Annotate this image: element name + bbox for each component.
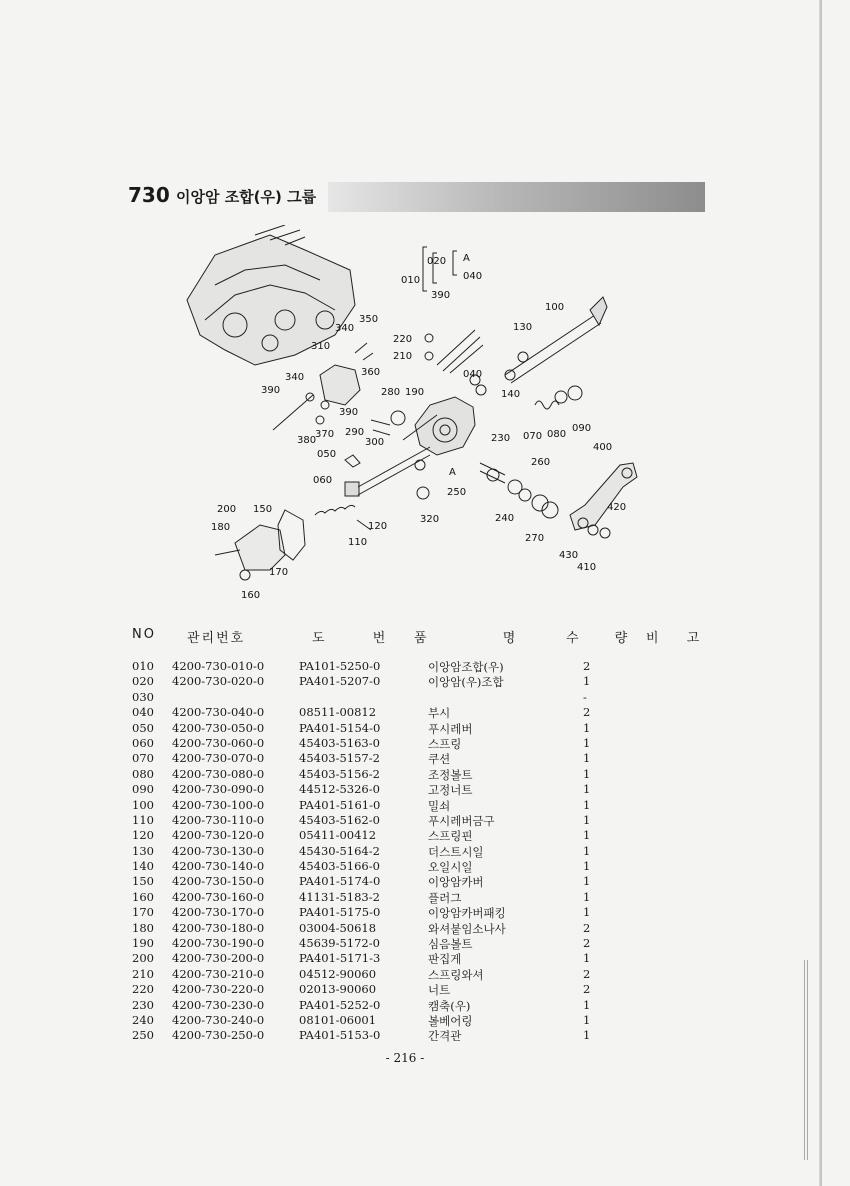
mgmt-number-cell: 4200-730-230-0 [172,997,265,1012]
label-370: 370 [315,429,335,440]
part-no-cell: 030 [132,689,154,704]
table-row [132,998,692,1013]
part-no-cell: 070 [132,751,154,766]
label-230: 230 [491,433,511,444]
label-190: 190 [405,387,425,398]
drawing-number-cell: 45403-5162-0 [299,812,380,827]
label-350: 350 [359,314,379,325]
part-no-cell: 240 [132,1012,154,1027]
col-header-mgmt: 관리번호 [187,631,246,646]
part-no-cell: 190 [132,936,154,951]
table-row [132,859,692,874]
mgmt-number-cell: 4200-730-140-0 [172,859,265,874]
table-row [132,798,692,813]
label-200: 200 [217,504,237,515]
part-no-cell: 040 [132,705,154,720]
label-060: 060 [313,475,333,486]
part-no-cell: 110 [132,812,154,827]
drawing-number-cell: 45430-5164-2 [299,843,380,858]
label-340b: 340 [285,372,305,383]
label-320: 320 [420,514,440,525]
quantity-cell: 2 [583,982,591,997]
quantity-cell: 1 [583,1012,591,1027]
label-040b: 040 [463,369,483,380]
quantity-cell: 1 [583,828,591,843]
drawing-number-cell: 45403-5166-0 [299,859,380,874]
part-no-cell: 010 [132,659,154,673]
part-name-cell: 플러그 [428,890,462,905]
label-210: 210 [393,351,413,362]
drawing-number-cell: 08511-00812 [299,705,377,720]
label-220: 220 [393,334,413,345]
label-430: 430 [559,550,579,561]
quantity-cell: 1 [583,1028,591,1043]
table-row [132,874,692,889]
part-name-cell: 이앙암카버패킹 [428,906,506,921]
quantity-cell: 2 [583,659,591,673]
quantity-cell: 2 [583,966,591,981]
part-name-cell: 쿠션 [428,752,451,767]
label-390c: 390 [339,407,359,418]
part-name-cell: 더스트시일 [428,844,484,859]
col-header-note: 비 고 [646,631,712,646]
label-150: 150 [253,504,273,515]
label-290: 290 [345,427,365,438]
part-name-cell: 고정너트 [428,783,473,798]
table-row [132,828,692,843]
part-no-cell: 130 [132,843,154,858]
part-no-cell: 050 [132,720,154,735]
part-name-cell: 심음볼트 [428,937,473,952]
table-row [132,921,692,936]
table-row [132,982,692,997]
col-header-name: 품 명 [414,631,552,646]
table-row [132,659,692,674]
quantity-cell: 2 [583,920,591,935]
mgmt-number-cell: 4200-730-070-0 [172,751,265,766]
part-name-cell: 부시 [428,706,451,721]
mgmt-number-cell: 4200-730-050-0 [172,720,265,735]
table-row [132,767,692,782]
table-row [132,936,692,951]
mgmt-number-cell: 4200-730-210-0 [172,966,265,981]
label-260: 260 [531,457,551,468]
part-name-cell: 조정볼트 [428,767,473,782]
label-A: A [463,253,470,264]
table-row [132,905,692,920]
mgmt-number-cell: 4200-730-110-0 [172,812,265,827]
label-390b: 390 [261,385,281,396]
mgmt-number-cell: 4200-730-180-0 [172,920,265,935]
part-name-cell: 너트 [428,983,451,998]
table-row [132,705,692,720]
quantity-cell: 1 [583,782,591,797]
table-row [132,844,692,859]
label-140: 140 [501,389,521,400]
label-100: 100 [545,302,565,313]
mgmt-number-cell: 4200-730-060-0 [172,735,265,750]
part-no-cell: 090 [132,782,154,797]
drawing-number-cell: PA401-5175-0 [299,905,381,920]
part-no-cell: 120 [132,828,154,843]
drawing-number-cell: 04512-90060 [299,966,377,981]
quantity-cell: 1 [583,997,591,1012]
drawing-number-cell: PA101-5250-0 [299,659,381,673]
part-no-cell: 200 [132,951,154,966]
mgmt-number-cell: 4200-730-250-0 [172,1028,265,1043]
mgmt-number-cell: 4200-730-190-0 [172,936,265,951]
part-name-cell: 판집게 [428,952,462,967]
quantity-cell: 1 [583,859,591,874]
drawing-number-cell: 08101-06001 [299,1012,377,1027]
label-420: 420 [607,502,627,513]
part-no-cell: 220 [132,982,154,997]
label-090: 090 [572,423,592,434]
label-050: 050 [317,449,337,460]
label-010: 010 [401,275,421,286]
drawing-number-cell: PA401-5154-0 [299,720,381,735]
part-name-cell: 간격관 [428,1029,462,1044]
part-name-cell: 푸시레버 [428,721,473,736]
mgmt-number-cell: 4200-730-020-0 [172,674,265,689]
section-header [128,180,705,212]
section-title: 이앙암 조합(우) 그룹 [176,188,317,206]
label-170: 170 [269,567,289,578]
section-number: 730 [128,183,170,207]
part-name-cell: 볼베어링 [428,1013,473,1028]
part-name-cell: 스프링핀 [428,829,473,844]
drawing-number-cell: PA401-5161-0 [299,797,381,812]
table-row [132,751,692,766]
mgmt-number-cell: 4200-730-090-0 [172,782,265,797]
quantity-cell: 1 [583,735,591,750]
label-A2: A [449,467,456,478]
part-name-cell: 오일시일 [428,860,473,875]
quantity-cell: 1 [583,874,591,889]
table-row [132,736,692,751]
quantity-cell: 1 [583,720,591,735]
drawing-number-cell: PA401-5252-0 [299,997,381,1012]
drawing-number-cell: 45639-5172-0 [299,936,380,951]
col-header-qty: 수 량 [566,631,644,646]
parts-table [132,627,712,1044]
table-row [132,890,692,905]
mgmt-number-cell: 4200-730-240-0 [172,1012,265,1027]
part-no-cell: 080 [132,766,154,781]
label-270: 270 [525,533,545,544]
drawing-number-cell: PA401-5153-0 [299,1028,381,1043]
mgmt-number-cell: 4200-730-170-0 [172,905,265,920]
mgmt-number-cell: 4200-730-200-0 [172,951,265,966]
label-410: 410 [577,562,597,573]
table-row [132,967,692,982]
mgmt-number-cell: 4200-730-080-0 [172,766,265,781]
drawing-number-cell: 45403-5156-2 [299,766,380,781]
label-380: 380 [297,435,317,446]
label-070: 070 [523,431,543,442]
quantity-cell: 1 [583,766,591,781]
label-080: 080 [547,429,567,440]
mgmt-number-cell: 4200-730-100-0 [172,797,265,812]
label-130: 130 [513,322,533,333]
label-020: 020 [427,256,447,267]
page-number: - 216 - [385,1051,425,1065]
page-edge [819,0,822,1186]
exploded-parts-diagram [175,225,675,610]
label-110: 110 [348,537,368,548]
label-040a: 040 [463,271,483,282]
label-390a: 390 [431,290,451,301]
quantity-cell: 1 [583,751,591,766]
quantity-cell: 2 [583,705,591,720]
quantity-cell: 2 [583,936,591,951]
table-row [132,674,692,689]
quantity-cell: 1 [583,843,591,858]
drawing-number-cell: 44512-5326-0 [299,782,380,797]
drawing-number-cell: 02013-90060 [299,982,377,997]
drawing-number-cell: 45403-5163-0 [299,735,380,750]
part-no-cell: 100 [132,797,154,812]
mgmt-number-cell: 4200-730-120-0 [172,828,265,843]
label-340a: 340 [335,323,355,334]
part-name-cell: 이앙암(우)조합 [428,675,504,690]
part-name-cell: 스프링와셔 [428,967,484,982]
label-180: 180 [211,522,231,533]
parts-diagram-svg [175,225,675,610]
label-280: 280 [381,387,401,398]
table-row [132,813,692,828]
header-gradient-bar [328,182,705,212]
part-name-cell: 이앙암조합(우) [428,660,504,674]
part-no-cell: 170 [132,905,154,920]
part-no-cell: 140 [132,859,154,874]
quantity-cell: 1 [583,889,591,904]
quantity-cell: 1 [583,905,591,920]
table-row [132,951,692,966]
table-row [132,782,692,797]
mgmt-number-cell: 4200-730-130-0 [172,843,265,858]
part-no-cell: 210 [132,966,154,981]
table-row [132,690,692,705]
drawing-number-cell: 41131-5183-2 [299,889,380,904]
table-row [132,1028,692,1043]
part-no-cell: 180 [132,920,154,935]
drawing-number-cell: 05411-00412 [299,828,377,843]
label-300: 300 [365,437,385,448]
quantity-cell: 1 [583,812,591,827]
label-310: 310 [311,341,331,352]
mgmt-number-cell: 4200-730-040-0 [172,705,265,720]
drawing-number-cell: PA401-5174-0 [299,874,381,889]
drawing-number-cell: PA401-5171-3 [299,951,381,966]
drawing-number-cell: 45403-5157-2 [299,751,380,766]
part-name-cell: 캠축(우) [428,998,471,1013]
quantity-cell: 1 [583,951,591,966]
label-120: 120 [368,521,388,532]
part-no-cell: 060 [132,735,154,750]
mgmt-number-cell: 4200-730-160-0 [172,889,265,904]
table-row [132,721,692,736]
parts-table-header [132,627,712,647]
quantity-cell: 1 [583,674,591,689]
part-name-cell: 와셔붙임소나사 [428,921,506,936]
label-250: 250 [447,487,467,498]
label-400: 400 [593,442,613,453]
part-name-cell: 스프링 [428,736,462,751]
part-no-cell: 160 [132,889,154,904]
mgmt-number-cell: 4200-730-150-0 [172,874,265,889]
part-no-cell: 250 [132,1028,154,1043]
part-no-cell: 230 [132,997,154,1012]
part-name-cell: 밀쇠 [428,798,451,813]
parts-table-body [132,659,692,1044]
quantity-cell: - [583,689,587,704]
drawing-number-cell: PA401-5207-0 [299,674,381,689]
part-no-cell: 020 [132,674,154,689]
drawing-number-cell: 03004-50618 [299,920,377,935]
col-header-drawing: 도 번 [312,631,408,646]
label-360: 360 [361,367,381,378]
mgmt-number-cell: 4200-730-010-0 [172,659,265,673]
part-no-cell: 150 [132,874,154,889]
quantity-cell: 1 [583,797,591,812]
table-row [132,1013,692,1028]
mgmt-number-cell: 4200-730-220-0 [172,982,265,997]
part-name-cell: 푸시레버금구 [428,813,495,828]
col-header-no: NO [132,627,156,642]
label-240: 240 [495,513,515,524]
part-name-cell: 이앙암카버 [428,875,484,890]
label-160: 160 [241,590,261,601]
